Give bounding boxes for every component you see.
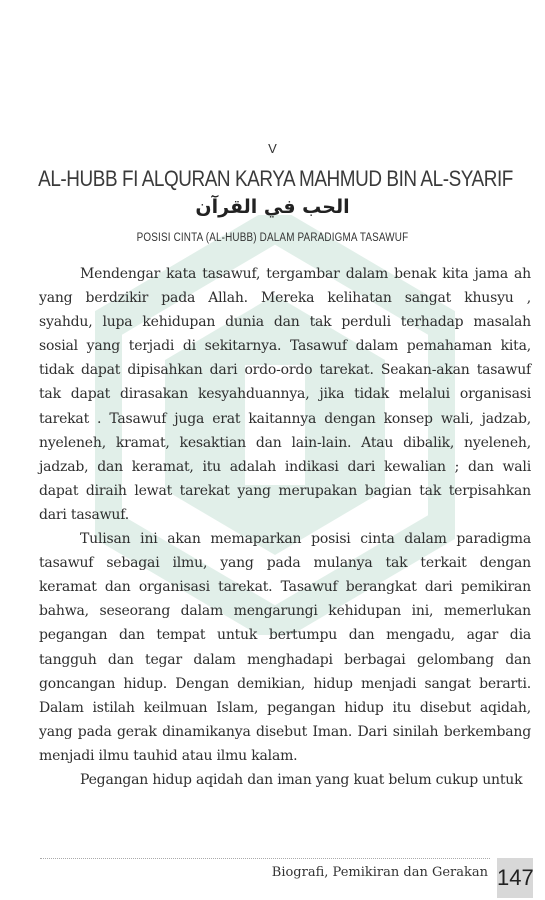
text-line: dari tasawuf. xyxy=(39,506,129,523)
text-line: nyeleneh, kramat, kesaktian dan lain-lain. Atau dibalik, nyeleneh, xyxy=(39,434,531,451)
paragraph-1 xyxy=(39,262,531,527)
text-line: tangguh dan tegar dalam menghadapi berbagai gelombang dan xyxy=(39,651,531,668)
text-line: dapat diraih lewat tarekat yang merupakan bagian tak terpisahkan xyxy=(39,482,531,499)
text-line: sosial yang terjadi di sekitarnya. Tasawuf dalam pemahaman kita, xyxy=(39,338,531,355)
chapter-subtitle: POSISI CINTA (AL-HUBB) DALAM PARADIGMA TASAWUF xyxy=(136,232,409,244)
page-number: 147 xyxy=(497,858,533,898)
chapter-title: AL-HUBB FI ALQURAN KARYA MAHMUD BIN AL-SYARIF xyxy=(38,166,513,191)
text-line: tidak dapat dipisahkan dari ordo-ordo tarekat. Seakan-akan tasawuf xyxy=(39,362,531,379)
text-line: tak dapat dirasakan kesyahduannya, jika tidak melalui organisasi xyxy=(39,386,531,403)
text-line: menjadi ilmu tauhid atau ilmu kalam. xyxy=(39,747,298,764)
text-line: yang pada gerak dinamikanya disebut Iman. Dari sinilah berkembang xyxy=(39,723,531,740)
text-line: tasawuf sebagai ilmu, yang pada mulanya tak terkait dengan xyxy=(39,555,531,572)
text-line: Tulisan ini akan memaparkan posisi cinta dalam paradigma xyxy=(80,531,531,548)
text-line: Mendengar kata tasawuf, tergambar dalam benak kita jama ah xyxy=(80,266,531,282)
text-line: yang berdzikir pada Allah. Mereka kelihatan sangat khusyu , xyxy=(39,290,531,307)
text-line: syahdu, lupa kehidupan dunia dan tak perduli terhadap masalah xyxy=(39,314,531,331)
text-line: jadzab, dan keramat, itu adalah indikasi dari kewalian ; dan wali xyxy=(39,458,531,475)
text-line: bahwa, seseorang dalam mengarungi kehidupan ini, memerlukan xyxy=(39,603,531,620)
paragraph-3 xyxy=(39,768,531,792)
text-line: goncangan hidup. Dengan demikian, hidup menjadi sangat berarti. xyxy=(39,675,531,692)
text-line: Dalam istilah keilmuan Islam, pegangan hidup itu disebut aqidah, xyxy=(39,699,531,716)
text-line: keramat dan organisasi tarekat. Tasawuf berangkat dari pemikiran xyxy=(39,579,531,596)
paragraph-2 xyxy=(39,527,531,768)
running-footer: Biografi, Pemikiran dan Gerakan xyxy=(271,865,488,880)
text-line: Pegangan hidup aqidah dan iman yang kuat belum cukup untuk xyxy=(80,771,523,788)
text-line: tarekat . Tasawuf juga erat kaitannya dengan konsep wali, jadzab, xyxy=(39,410,531,427)
text-line: pegangan dan tempat untuk bertumpu dan mengadu, agar dia xyxy=(39,627,531,644)
footer-divider xyxy=(40,858,490,859)
body-text xyxy=(39,262,531,792)
arabic-title: الحب في القرآن xyxy=(195,196,350,218)
chapter-number: V xyxy=(268,141,277,156)
